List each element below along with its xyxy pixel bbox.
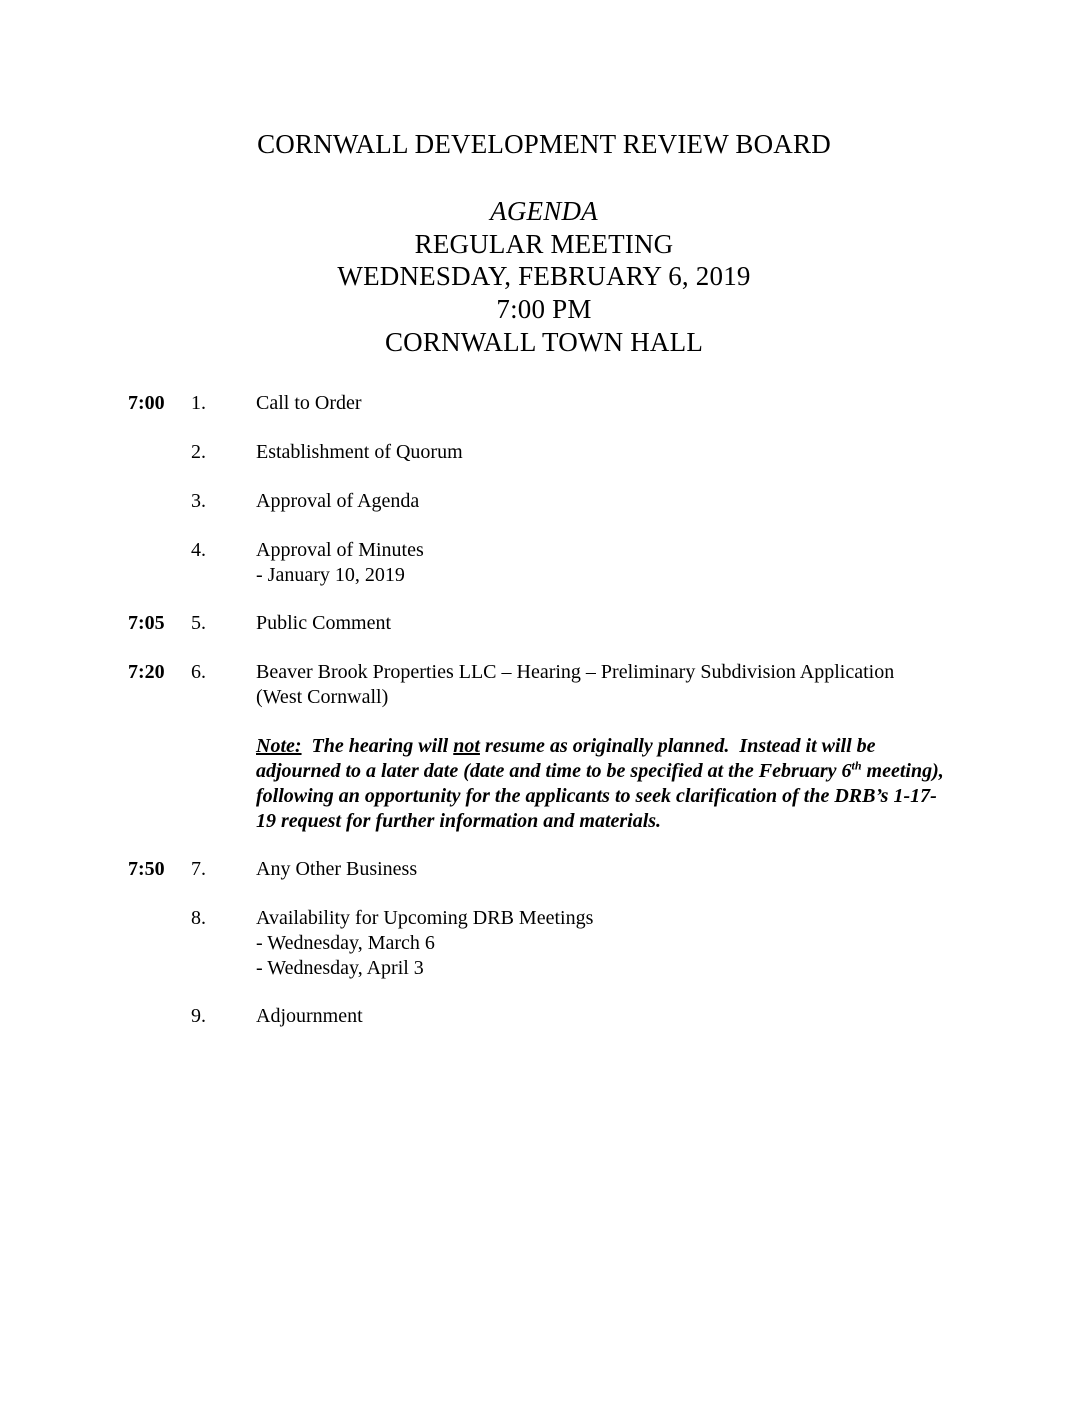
meeting-type: REGULAR MEETING [414, 229, 674, 259]
item-time: 7:50 [128, 858, 165, 880]
note-part4: meeting), following an opportunity for the applicants to seek clarification of the DRB’s 1-17-19 request for further information and materials. [256, 760, 944, 832]
hearing-note [256, 734, 956, 834]
item-text: Any Other Business [256, 858, 418, 880]
item-text-block [256, 660, 956, 710]
item-number: 4. [191, 539, 206, 561]
item-time: 7:20 [128, 661, 165, 683]
meeting-location: CORNWALL TOWN HALL [384, 327, 704, 357]
item-number: 6. [191, 661, 206, 683]
note-part3: Instead it will be adjourned to a later date (date and time to be specified at the February 6 [256, 735, 876, 782]
item-text: Call to Order [256, 392, 362, 414]
item-subtext: - January 10, 2019 [256, 564, 405, 586]
organization-title: CORNWALL DEVELOPMENT REVIEW BOARD [257, 129, 831, 159]
meeting-time: 7:00 PM [496, 294, 592, 324]
item-number: 5. [191, 612, 206, 634]
item-subtext: (West Cornwall) [256, 686, 389, 708]
note-part1: The hearing will [311, 735, 449, 757]
note-part2: resume as originally planned. [484, 735, 730, 757]
item-number: 9. [191, 1005, 206, 1027]
item-number: 2. [191, 441, 206, 463]
item-time: 7:00 [128, 392, 165, 414]
item-number: 1. [191, 392, 206, 414]
agenda-title: AGENDA [490, 196, 598, 226]
item-text: Approval of Minutes [256, 539, 424, 561]
item-text: Approval of Agenda [256, 490, 420, 512]
item-text-block [256, 538, 956, 588]
item-text-block [256, 906, 956, 981]
item-number: 3. [191, 490, 206, 512]
item-text: Adjournment [256, 1005, 363, 1027]
item-number: 7. [191, 858, 206, 880]
item-text: Beaver Brook Properties LLC – Hearing – Preliminary Subdivision Application [256, 661, 895, 683]
item-text: Public Comment [256, 612, 391, 634]
item-subtext: - Wednesday, April 3 [256, 957, 424, 979]
item-subtext: - Wednesday, March 6 [256, 932, 435, 954]
item-number: 8. [191, 907, 206, 929]
note-superscript: th [851, 758, 862, 773]
item-text: Availability for Upcoming DRB Meetings [256, 907, 594, 929]
item-time: 7:05 [128, 612, 165, 634]
item-text: Establishment of Quorum [256, 441, 463, 463]
note-label: Note: [256, 735, 302, 757]
note-emphasis: not [453, 735, 480, 757]
meeting-date: WEDNESDAY, FEBRUARY 6, 2019 [337, 261, 751, 291]
